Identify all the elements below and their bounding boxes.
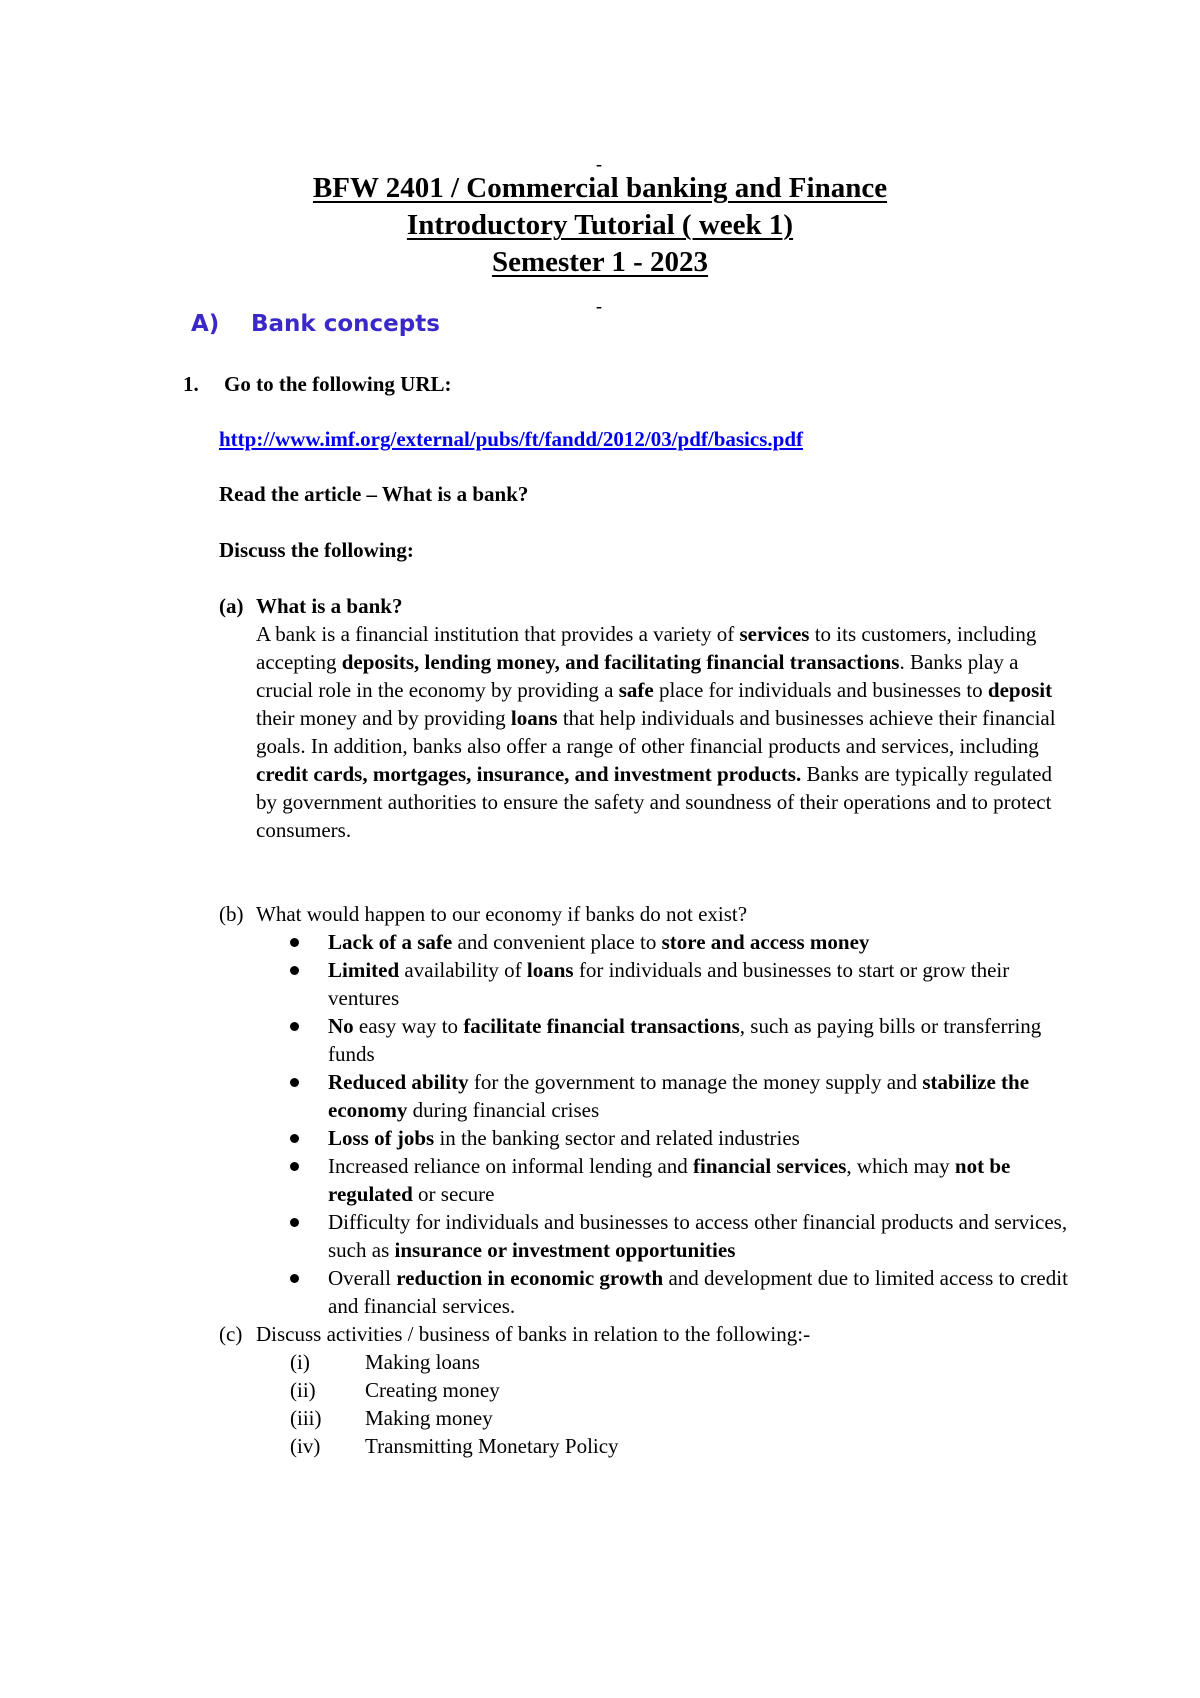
list-item-text — [328, 1266, 1068, 1318]
bold-text-run: credit cards, mortgages, insurance, and investment products. — [256, 762, 802, 786]
text-run: during financial crises — [407, 1098, 600, 1122]
bold-text-run: deposit — [987, 678, 1053, 702]
list-item-text: Making money — [365, 1406, 493, 1430]
heading-marker: - — [596, 296, 602, 316]
bold-text-run: not be regulated — [328, 1154, 1011, 1206]
list-item-text — [328, 1070, 1029, 1122]
list-item-number: (ii) — [290, 1378, 316, 1402]
article-url-link[interactable]: http://www.imf.org/external/pubs/ft/fandd/2012/03/pdf/basics.pdf — [219, 427, 803, 451]
text-run: and development due to limited access to credit and financial services. — [328, 1266, 1068, 1318]
text-run: for the government to manage the money supply and — [468, 1070, 923, 1094]
list-item — [290, 1376, 790, 1404]
bullet-icon — [290, 938, 299, 947]
text-run: or secure — [412, 1182, 495, 1206]
bold-text-run: insurance or investment opportunities — [394, 1238, 736, 1262]
list-item — [290, 1068, 1080, 1124]
part-b-question: What would happen to our economy if banks do not exist? — [256, 902, 748, 926]
list-item-number: (iii) — [290, 1406, 322, 1430]
text-run: , which may — [846, 1154, 955, 1178]
text-run: Difficulty for individuals and businesses to access other financial products and services, such as — [328, 1210, 1068, 1262]
section-letter: A) — [191, 311, 220, 337]
bold-text-run: No — [328, 1014, 354, 1038]
list-item-text — [328, 1210, 1067, 1262]
part-b-bullet-list — [290, 928, 1080, 1320]
text-run: Increased reliance on informal lending and — [328, 1154, 694, 1178]
list-item-number: (i) — [290, 1350, 310, 1374]
bold-text-run: loans — [510, 706, 558, 730]
bullet-icon — [290, 1078, 299, 1087]
list-item-number: (iv) — [290, 1434, 321, 1458]
list-item-text — [328, 1014, 1041, 1066]
bold-text-run: Loss of jobs — [328, 1126, 435, 1150]
list-item-text — [328, 958, 1009, 1010]
question-intro: Go to the following URL: — [224, 372, 452, 396]
text-run: their money and by providing — [256, 706, 511, 730]
bold-text-run: store and access money — [661, 930, 870, 954]
text-run: for individuals and businesses to start or grow their ventures — [328, 958, 1010, 1010]
bold-text-run: loans — [526, 958, 574, 982]
title-marker: - — [596, 154, 602, 174]
question-number: 1. — [183, 372, 199, 396]
part-c-list — [290, 1348, 790, 1460]
bold-text-run: safe — [618, 678, 654, 702]
bold-text-run: reduction in economic growth — [396, 1266, 664, 1290]
bold-text-run: services — [739, 622, 810, 646]
bold-text-run: deposits, lending money, and facilitating financial transactions — [341, 650, 900, 674]
part-b-label: (b) — [219, 902, 244, 926]
bold-text-run: facilitate financial transactions — [463, 1014, 740, 1038]
list-item — [290, 1404, 790, 1432]
list-item — [290, 1432, 790, 1460]
text-run: easy way to — [353, 1014, 464, 1038]
read-instruction: Read the article – What is a bank? — [219, 482, 529, 506]
list-item-text: Making loans — [365, 1350, 480, 1374]
list-item — [290, 1264, 1080, 1320]
section-heading — [191, 310, 440, 338]
text-run: A bank is a financial institution that provides a variety of — [256, 622, 740, 646]
list-item — [290, 928, 1080, 956]
list-item-text — [328, 930, 869, 954]
text-run: and convenient place to — [452, 930, 662, 954]
bold-text-run: Limited — [328, 958, 400, 982]
bullet-icon — [290, 1274, 299, 1283]
bold-text-run: Reduced ability — [328, 1070, 469, 1094]
title-line-course: BFW 2401 / Commercial banking and Finance — [312, 172, 888, 204]
bold-text-run: Lack of a safe — [328, 930, 453, 954]
text-run: to its customers, including accepting — [256, 622, 1037, 674]
bullet-icon — [290, 1022, 299, 1031]
list-item-text — [328, 1154, 1010, 1206]
list-item-text — [328, 1126, 800, 1150]
list-item — [290, 956, 1080, 1012]
bullet-icon — [290, 1162, 299, 1171]
text-run: , such as paying bills or transferring funds — [328, 1014, 1042, 1066]
list-item — [290, 1012, 1080, 1068]
section-title: Bank concepts — [251, 311, 440, 337]
text-run: that help individuals and businesses achieve their financial goals. In addition, banks also offer a range of other financial products and services, including — [256, 706, 1056, 758]
text-run: Overall — [328, 1266, 397, 1290]
bold-text-run: financial services — [693, 1154, 847, 1178]
part-a-answer — [256, 620, 1066, 844]
document-title — [0, 170, 1200, 281]
list-item-text: Creating money — [365, 1378, 500, 1402]
list-item — [290, 1348, 790, 1376]
list-item — [290, 1124, 1080, 1152]
discuss-instruction: Discuss the following: — [219, 538, 414, 562]
list-item — [290, 1152, 1080, 1208]
text-run: place for individuals and businesses to — [653, 678, 988, 702]
text-run: in the banking sector and related industries — [434, 1126, 800, 1150]
text-run: availability of — [399, 958, 527, 982]
bullet-icon — [290, 966, 299, 975]
part-a-label: (a) — [219, 594, 244, 618]
list-item — [290, 1208, 1080, 1264]
title-line-tutorial: Introductory Tutorial ( week 1) — [406, 209, 794, 241]
list-item-text: Transmitting Monetary Policy — [365, 1434, 619, 1458]
part-c-question: Discuss activities / business of banks in relation to the following:- — [256, 1322, 811, 1346]
title-line-semester: Semester 1 - 2023 — [491, 246, 709, 278]
bullet-icon — [290, 1134, 299, 1143]
part-c-label: (c) — [219, 1322, 243, 1346]
bold-text-run: stabilize the economy — [328, 1070, 1030, 1122]
text-run: . Banks play a crucial role in the economy by providing a — [256, 650, 1019, 702]
part-a-question: What is a bank? — [256, 594, 403, 618]
bullet-icon — [290, 1218, 299, 1227]
text-run: Banks are typically regulated by government authorities to ensure the safety and soundness of their operations and to protect consumers. — [256, 762, 1052, 842]
